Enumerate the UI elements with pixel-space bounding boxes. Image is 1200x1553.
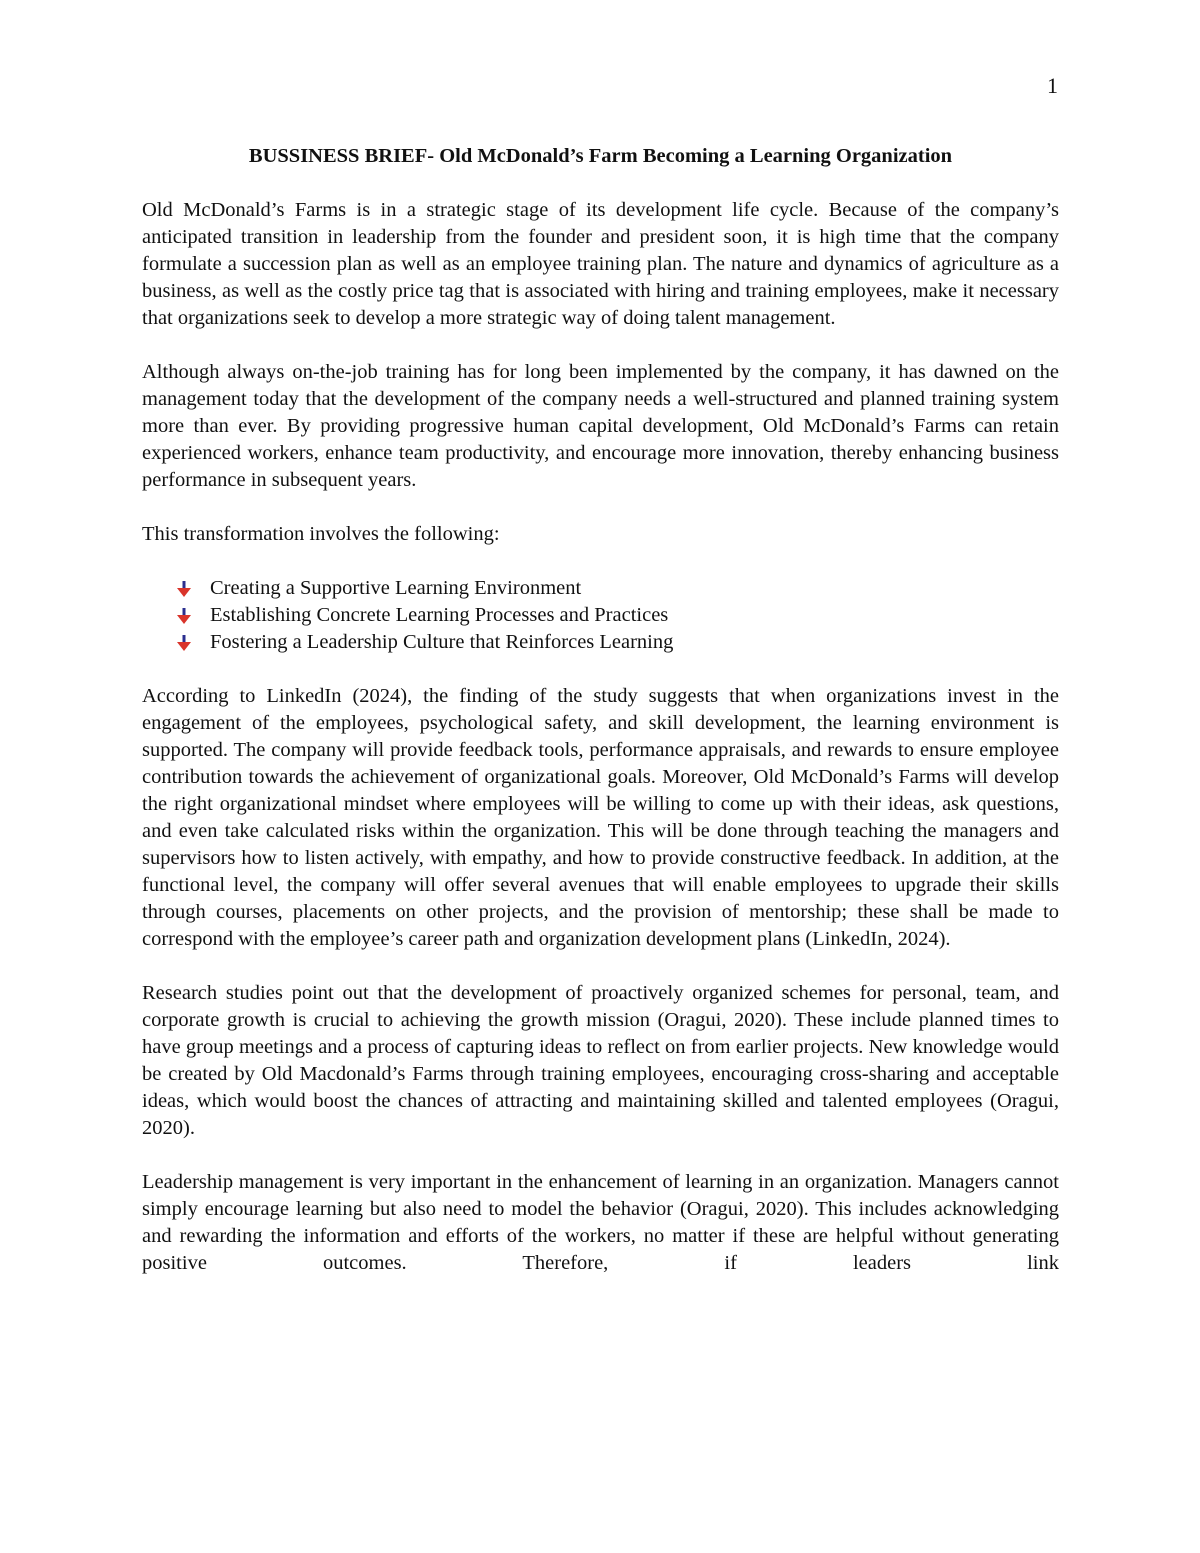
arrow-down-icon — [176, 608, 192, 624]
paragraph-research: Research studies point out that the development of proactively organized schemes for personal, team, and corporate growth is crucial to achieving the growth mission (Oragui, 2020). These include planned times to have group meetings and a process of capturing ideas to reflect on from earlier projects. New knowledge would be created by Old Macdonald’s Farms through training employees, encouraging cross-sharing and acceptable ideas, which would boost the chances of attracting and maintaining skilled and talented employees (Oragui, 2020). — [142, 982, 1059, 1139]
arrow-down-icon — [176, 635, 192, 651]
document-title: BUSSINESS BRIEF- Old McDonald’s Farm Becoming a Learning Organization — [248, 145, 953, 167]
paragraph-training: Although always on-the-job training has for long been implemented by the company, it has dawned on the management today that the development of the company needs a well-structured and planned training system more than ever. By providing progressive human capital development, Old McDonald’s Farms can retain experienced workers, enhance team productivity, and encourage more innovation, thereby enhancing business performance in subsequent years. — [142, 361, 1059, 491]
arrow-down-icon — [176, 581, 192, 597]
list-item-label: Establishing Concrete Learning Processes and Practices — [210, 604, 669, 626]
paragraph-intro: Old McDonald’s Farms is in a strategic stage of its development life cycle. Because of the company’s anticipated transition in leadership from the founder and president soon, it is high time that the company formulate a succession plan as well as an employee training plan. The nature and dynamics of agriculture as a business, as well as the costly price tag that is associated with hiring and training employees, make it necessary that organizations seek to develop a more strategic way of doing talent management. — [142, 199, 1059, 329]
paragraph-leadership: Leadership management is very important in the enhancement of learning in an organization. Managers cannot simply encourage learning but also need to model the behavior (Oragui, 2020). This includes acknowledging and rewarding the information and efforts of the workers, no matter if these are helpful without generating positive outcomes. Therefore, if leaders link — [142, 1171, 1059, 1274]
page-number: 1 — [1047, 73, 1058, 98]
list-item — [176, 602, 1059, 629]
list-item — [176, 629, 1059, 656]
list-item-label: Fostering a Leadership Culture that Reinforces Learning — [210, 631, 674, 653]
transformation-list — [142, 575, 1059, 656]
paragraph-transformation: This transformation involves the following: — [142, 523, 500, 545]
list-item — [176, 575, 1059, 602]
list-item-label: Creating a Supportive Learning Environment — [210, 577, 582, 599]
document-body — [142, 143, 1059, 1304]
paragraph-linkedin: According to LinkedIn (2024), the finding of the study suggests that when organizations invest in the engagement of the employees, psychological safety, and skill development, the learning environment is supported. The company will provide feedback tools, performance appraisals, and rewards to ensure employee contribution towards the achievement of organizational goals. Moreover, Old McDonald’s Farms will develop the right organizational mindset where employees will be willing to come up with their ideas, ask questions, and even take calculated risks within the organization. This will be done through teaching the managers and supervisors how to listen actively, with empathy, and how to provide constructive feedback. In addition, at the functional level, the company will offer several avenues that will enable employees to upgrade their skills through courses, placements on other projects, and the provision of mentorship; these shall be made to correspond with the employee’s career path and organization development plans (LinkedIn, 2024). — [142, 685, 1059, 950]
